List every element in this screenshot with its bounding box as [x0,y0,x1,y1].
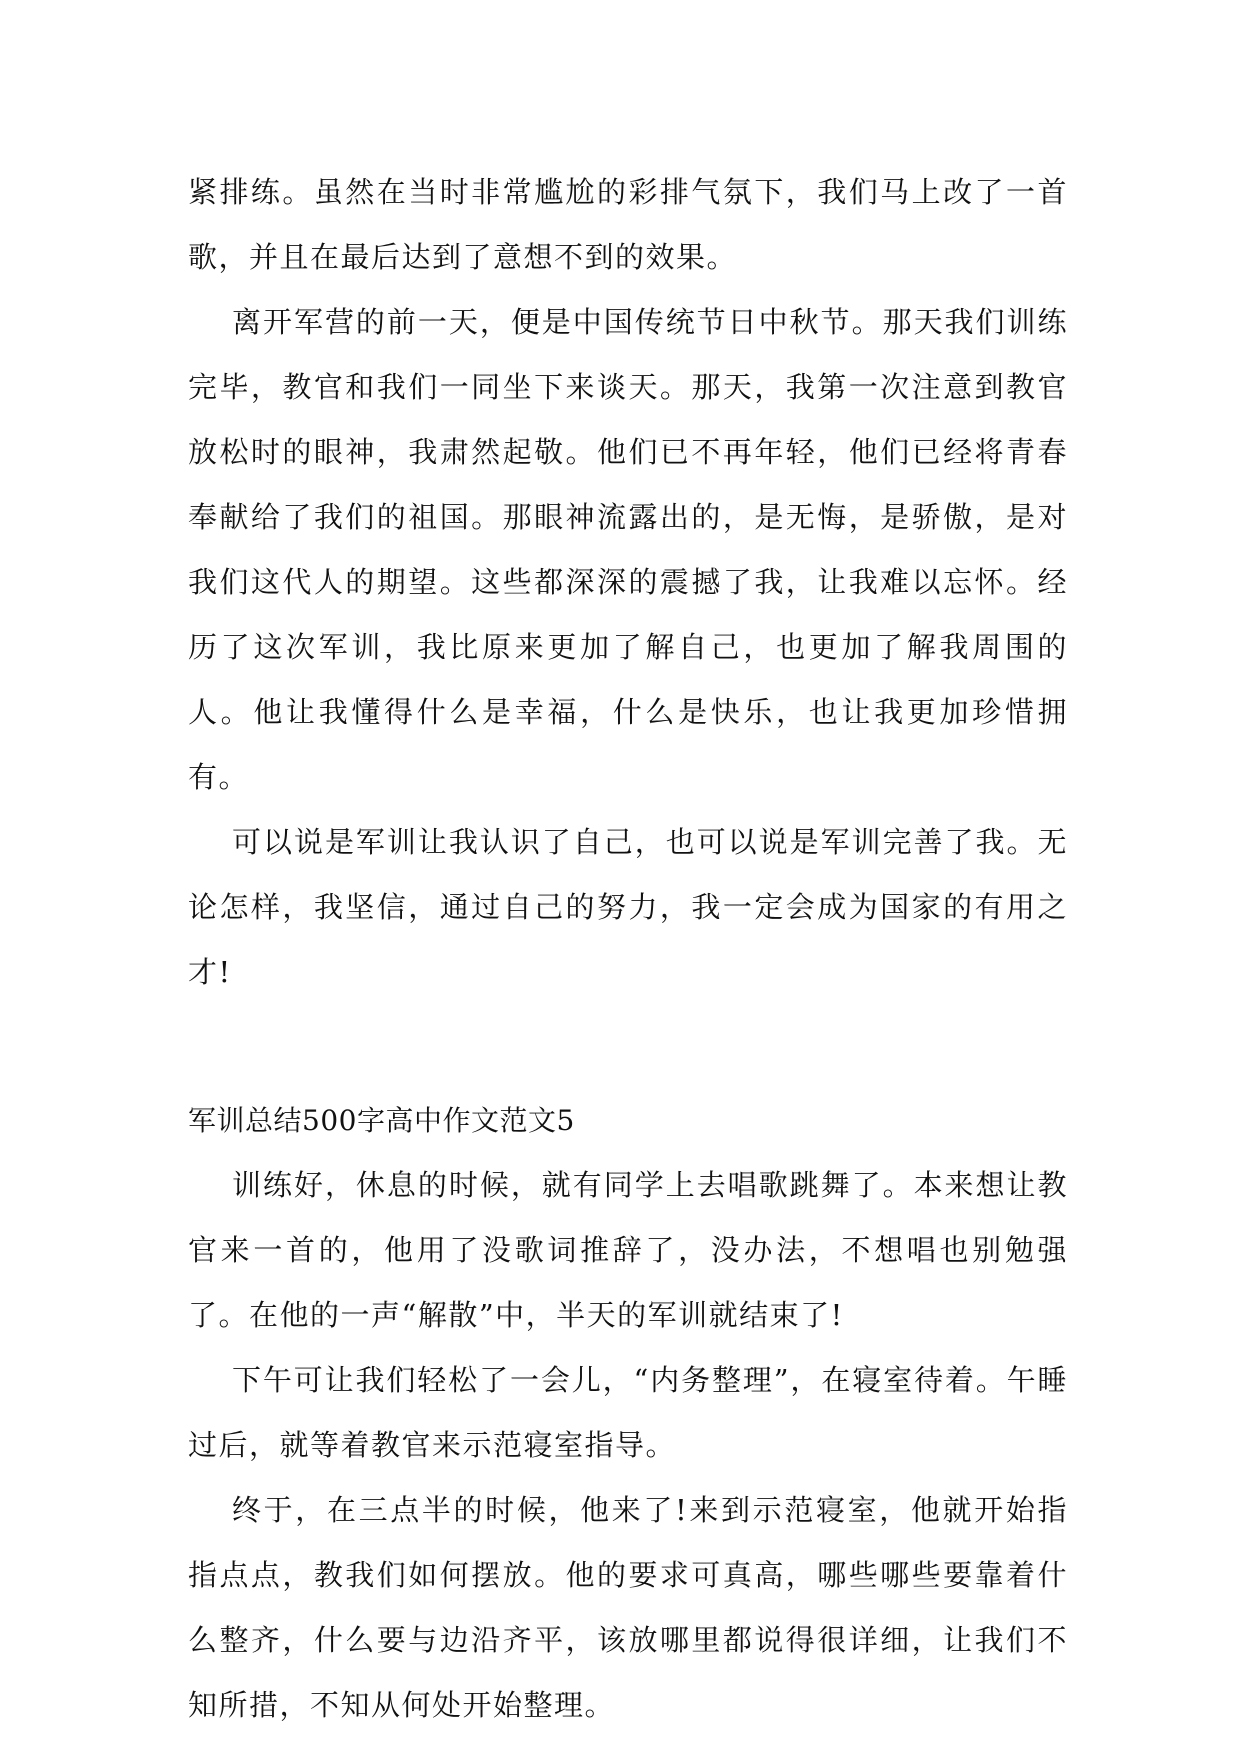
paragraph-conclusion: 可以说是军训让我认识了自己，也可以说是军训完善了我。无论怎样，我坚信，通过自己的努力，我一定会成为国家的有用之才! [188,825,1068,989]
paragraph-afternoon: 下午可让我们轻松了一会儿，“内务整理”，在寝室待着。午睡过后，就等着教官来示范寝室指导。 [188,1363,1068,1462]
paragraph-continued: 紧排练。虽然在当时非常尴尬的彩排气氛下，我们马上改了一首歌，并且在最后达到了意想不到的效果。 [188,175,1068,274]
paragraph-mid-autumn: 离开军营的前一天，便是中国传统节日中秋节。那天我们训练完毕，教官和我们一同坐下来谈天。那天，我第一次注意到教官放松时的眼神，我肃然起敬。他们已不再年轻，他们已经将青春奉献给了我们的祖国。那眼神流露出的，是无悔，是骄傲，是对我们这代人的期望。这些都深深的震撼了我，让我难以忘怀。经历了这次军训，我比原来更加了解自己，也更加了解我周围的人。他让我懂得什么是幸福，什么是快乐，也让我更加珍惜拥有。 [188,305,1068,794]
paragraph-rest-time: 训练好，休息的时候，就有同学上去唱歌跳舞了。本来想让教官来一首的，他用了没歌词推辞了，没办法，不想唱也别勉强了。在他的一声“解散”中，半天的军训就结束了! [188,1168,1068,1332]
section-title: 军训总结500字高中作文范文5 [188,1104,575,1137]
document-page [188,160,1068,1738]
paragraph-dorm-inspection: 终于，在三点半的时候，他来了!来到示范寝室，他就开始指指点点，教我们如何摆放。他的要求可真高，哪些哪些要靠着什么整齐，什么要与边沿齐平，该放哪里都说得很详细，让我们不知所措，不知从何处开始整理。 [188,1493,1068,1722]
